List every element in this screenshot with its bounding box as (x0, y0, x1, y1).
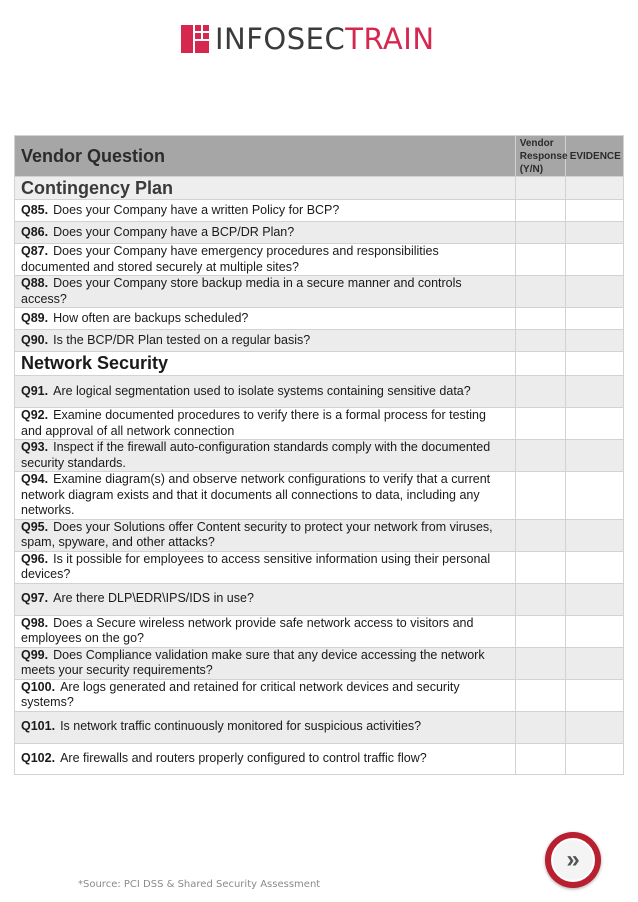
evidence-cell[interactable] (565, 408, 623, 440)
table-header-row (15, 136, 624, 177)
question-text: Are logical segmentation used to isolate systems containing sensitive data? (53, 383, 471, 398)
table-body (15, 177, 624, 775)
question-text: Does your Solutions offer Content security to protect your network from viruses, spam, spyware, and other attacks? (21, 519, 493, 549)
question-number: Q86. (21, 224, 49, 239)
response-cell[interactable] (515, 519, 565, 551)
question-number: Q91. (21, 383, 49, 398)
question-number: Q96. (21, 551, 49, 566)
question-number: Q87. (21, 244, 49, 258)
question-cell (15, 551, 516, 583)
table-row (15, 440, 624, 472)
question-number: Q98. (21, 615, 49, 630)
response-cell[interactable] (515, 551, 565, 583)
response-cell[interactable] (515, 440, 565, 472)
question-cell (15, 308, 516, 330)
evidence-cell[interactable] (565, 472, 623, 520)
response-cell[interactable] (515, 647, 565, 679)
question-text: Does Compliance validation make sure that any device accessing the network meets your security requirements? (21, 647, 485, 677)
evidence-cell[interactable] (565, 711, 623, 743)
brand-part1: INFOSEC (215, 22, 346, 56)
question-cell (15, 711, 516, 743)
question-text: Examine documented procedures to verify there is a formal process for testing and approval of all network connection (21, 408, 486, 438)
evidence-cell[interactable] (565, 244, 623, 276)
squares-grid-icon (181, 25, 209, 53)
question-number: Q90. (21, 332, 49, 347)
section-response-cell (515, 352, 565, 376)
evidence-cell[interactable] (565, 615, 623, 647)
question-cell (15, 615, 516, 647)
table-row (15, 376, 624, 408)
response-cell[interactable] (515, 308, 565, 330)
response-cell[interactable] (515, 472, 565, 520)
question-cell (15, 647, 516, 679)
question-number: Q95. (21, 519, 49, 534)
section-title: Contingency Plan (15, 177, 516, 200)
evidence-cell[interactable] (565, 308, 623, 330)
question-number: Q88. (21, 276, 49, 290)
evidence-cell[interactable] (565, 376, 623, 408)
evidence-cell[interactable] (565, 519, 623, 551)
evidence-cell[interactable] (565, 743, 623, 774)
question-text: Does your Company have a BCP/DR Plan? (53, 224, 295, 239)
section-row (15, 177, 624, 200)
section-row (15, 352, 624, 376)
response-cell[interactable] (515, 408, 565, 440)
evidence-cell[interactable] (565, 583, 623, 615)
question-cell (15, 472, 516, 520)
question-number: Q99. (21, 647, 49, 662)
question-number: Q101. (21, 719, 56, 734)
question-text: Does your Company have a written Policy for BCP? (53, 202, 340, 217)
question-number: Q102. (21, 750, 56, 765)
evidence-cell[interactable] (565, 330, 623, 352)
evidence-cell[interactable] (565, 222, 623, 244)
question-cell (15, 679, 516, 711)
table-row (15, 408, 624, 440)
header-question: Vendor Question (15, 136, 516, 177)
table-row (15, 551, 624, 583)
question-number: Q93. (21, 440, 49, 454)
question-cell (15, 376, 516, 408)
header-evidence: EVIDENCE (565, 136, 623, 177)
table-row (15, 200, 624, 222)
question-number: Q100. (21, 679, 56, 694)
brand-logo (181, 22, 435, 56)
question-text: Examine diagram(s) and observe network configurations to verify that a current network diagram exists and that it documents all connections to data, including any networks. (21, 472, 491, 517)
evidence-cell[interactable] (565, 276, 623, 308)
section-response-cell (515, 177, 565, 200)
table-row (15, 276, 624, 308)
table-row (15, 583, 624, 615)
question-cell (15, 440, 516, 472)
question-text: Does your Company store backup media in a secure manner and controls access? (21, 276, 462, 306)
source-footnote: *Source: PCI DSS & Shared Security Assessment (78, 879, 321, 890)
table-row (15, 615, 624, 647)
question-text: Is network traffic continuously monitored for suspicious activities? (60, 719, 422, 734)
table-row (15, 308, 624, 330)
question-text: Are firewalls and routers properly configured to control traffic flow? (60, 750, 427, 765)
question-text: Does a Secure wireless network provide safe network access to visitors and employees on the go? (21, 615, 474, 645)
question-number: Q94. (21, 472, 49, 486)
question-number: Q97. (21, 591, 49, 606)
evidence-cell[interactable] (565, 440, 623, 472)
question-text: Are logs generated and retained for critical network devices and security systems? (21, 679, 460, 709)
brand-wordmark (215, 22, 435, 56)
question-text: Does your Company have emergency procedures and responsibilities documented and stored securely at multiple sites? (21, 244, 439, 274)
question-cell (15, 276, 516, 308)
response-cell[interactable] (515, 200, 565, 222)
question-text: Is it possible for employees to access sensitive information using their personal devices? (21, 551, 491, 581)
question-cell (15, 330, 516, 352)
question-text: How often are backups scheduled? (53, 310, 249, 325)
table-row (15, 647, 624, 679)
question-cell (15, 583, 516, 615)
response-cell[interactable] (515, 244, 565, 276)
question-cell (15, 408, 516, 440)
section-evidence-cell (565, 352, 623, 376)
brand-part2: TRAIN (345, 22, 435, 56)
section-evidence-cell (565, 177, 623, 200)
question-cell (15, 743, 516, 774)
evidence-cell[interactable] (565, 200, 623, 222)
question-number: Q85. (21, 202, 49, 217)
double-chevron-right-icon: » (551, 838, 595, 882)
table-row (15, 244, 624, 276)
table-row (15, 711, 624, 743)
question-text: Is the BCP/DR Plan tested on a regular basis? (53, 332, 311, 347)
response-cell[interactable] (515, 711, 565, 743)
evidence-cell[interactable] (565, 647, 623, 679)
table-row (15, 330, 624, 352)
header-response: Vendor Response (Y/N) (515, 136, 565, 177)
next-page-button[interactable] (545, 832, 601, 888)
question-cell (15, 200, 516, 222)
table-row (15, 679, 624, 711)
question-cell (15, 519, 516, 551)
question-text: Are there DLP\EDR\IPS/IDS in use? (53, 591, 254, 606)
section-title: Network Security (15, 352, 516, 376)
question-cell (15, 244, 516, 276)
evidence-cell[interactable] (565, 551, 623, 583)
response-cell[interactable] (515, 276, 565, 308)
question-cell (15, 222, 516, 244)
evidence-cell[interactable] (565, 679, 623, 711)
response-cell[interactable] (515, 222, 565, 244)
response-cell[interactable] (515, 330, 565, 352)
response-cell[interactable] (515, 583, 565, 615)
response-cell[interactable] (515, 615, 565, 647)
question-number: Q92. (21, 408, 49, 422)
vendor-question-table (14, 135, 624, 775)
response-cell[interactable] (515, 376, 565, 408)
question-number: Q89. (21, 310, 49, 325)
table-row (15, 743, 624, 774)
response-cell[interactable] (515, 679, 565, 711)
table-row (15, 519, 624, 551)
table-row (15, 472, 624, 520)
response-cell[interactable] (515, 743, 565, 774)
question-text: Inspect if the firewall auto-configuration standards comply with the documented security standards. (21, 440, 491, 470)
table-row (15, 222, 624, 244)
